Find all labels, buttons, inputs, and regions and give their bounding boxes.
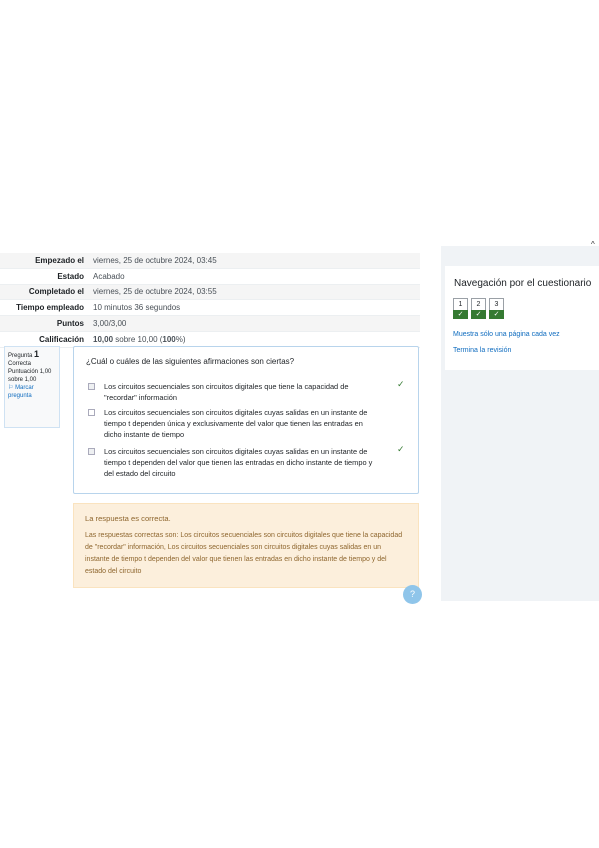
question-number: 1 bbox=[34, 349, 40, 359]
question-info bbox=[4, 346, 60, 428]
correct-check-icon: ✓ bbox=[397, 379, 405, 389]
quiz-nav-button-label: 3 bbox=[494, 301, 499, 308]
summary-label: Puntos bbox=[0, 316, 89, 332]
attempt-summary-table bbox=[0, 253, 420, 348]
summary-row bbox=[0, 300, 420, 316]
quiz-nav-button-1[interactable] bbox=[453, 298, 468, 319]
summary-label: Calificación bbox=[0, 331, 89, 347]
quiz-navigation-buttons bbox=[453, 298, 504, 319]
quiz-nav-button-2[interactable] bbox=[471, 298, 486, 319]
summary-label: Completado el bbox=[0, 284, 89, 300]
question-content bbox=[73, 346, 419, 494]
grade-percent-suffix: %) bbox=[175, 334, 186, 344]
correct-check-icon: ✓ bbox=[489, 310, 504, 319]
answer-text: Los circuitos secuenciales son circuitos digitales cuyas salidas en un instante de tiempo t dependen del valor que tienen las entradas en dicho instante de tiempo y del estado del circuito bbox=[104, 447, 373, 478]
summary-row bbox=[0, 284, 420, 300]
show-one-page-link[interactable]: Muestra sólo una página cada vez bbox=[453, 331, 560, 338]
summary-value: 3,00/3,00 bbox=[89, 316, 420, 332]
flag-icon: ⚐ bbox=[8, 385, 14, 391]
quiz-nav-button-label: 2 bbox=[476, 301, 481, 308]
summary-value: viernes, 25 de octubre 2024, 03:45 bbox=[89, 253, 420, 268]
quiz-navigation-title: Navegación por el cuestionario bbox=[454, 278, 592, 289]
answer-option[interactable] bbox=[88, 381, 378, 403]
summary-label: Estado bbox=[0, 268, 89, 284]
summary-value: viernes, 25 de octubre 2024, 03:55 bbox=[89, 284, 420, 300]
answer-checkbox[interactable] bbox=[88, 409, 95, 416]
correct-check-icon: ✓ bbox=[397, 444, 405, 454]
answer-text: Los circuitos secuenciales son circuitos digitales cuyas salidas en un instante de tiempo t dependen única y exclusivamente del valor que tienen las entradas en dicho instante de tiempo bbox=[104, 408, 368, 439]
summary-value: 10 minutos 36 segundos bbox=[89, 300, 420, 316]
correct-answer-text: Las respuestas correctas son: Los circuitos secuenciales son circuitos digitales que tiene la capacidad de "recordar" información, Los circuitos secuenciales son circuitos digitales cuyas salidas en un instante de tiempo t dependen del valor que tienen las entradas en dicho instante de tiempo y del estado del circuito bbox=[85, 532, 403, 575]
question-label: Pregunta bbox=[8, 353, 33, 359]
summary-label: Tiempo empleado bbox=[0, 300, 89, 316]
quiz-nav-button-label: 1 bbox=[458, 301, 463, 308]
question-score: Puntuación 1,00 sobre 1,00 bbox=[8, 369, 52, 383]
summary-grade bbox=[89, 331, 420, 347]
feedback-title: La respuesta es correcta. bbox=[85, 514, 171, 523]
flag-question-link[interactable] bbox=[8, 384, 56, 400]
answer-option[interactable] bbox=[88, 407, 378, 440]
answer-option[interactable] bbox=[88, 446, 378, 479]
summary-row bbox=[0, 268, 420, 284]
question-state: Correcta bbox=[8, 361, 32, 367]
answer-checkbox[interactable] bbox=[88, 383, 95, 390]
drawer-toggle-icon[interactable]: ^ bbox=[591, 240, 595, 249]
answer-checkbox[interactable] bbox=[88, 448, 95, 455]
question-text: ¿Cuál o cuáles de las siguientes afirmaciones son ciertas? bbox=[86, 357, 295, 366]
correct-check-icon: ✓ bbox=[453, 310, 468, 319]
grade-value: 10,00 bbox=[93, 334, 114, 344]
summary-value: Acabado bbox=[89, 268, 420, 284]
answer-text: Los circuitos secuenciales son circuitos digitales que tiene la capacidad de "recordar" información bbox=[104, 382, 349, 402]
grade-percent: 100 bbox=[162, 334, 176, 344]
correct-check-icon: ✓ bbox=[471, 310, 486, 319]
feedback-box bbox=[73, 503, 419, 588]
flag-question-label: Marcar pregunta bbox=[8, 385, 34, 399]
summary-label: Empezado el bbox=[0, 253, 89, 268]
summary-row bbox=[0, 331, 420, 347]
grade-total: sobre 10,00 ( bbox=[115, 334, 163, 344]
summary-row bbox=[0, 316, 420, 332]
help-button[interactable]: ? bbox=[403, 585, 422, 604]
quiz-nav-button-3[interactable] bbox=[489, 298, 504, 319]
finish-review-link[interactable]: Termina la revisión bbox=[453, 347, 512, 354]
summary-row bbox=[0, 253, 420, 268]
